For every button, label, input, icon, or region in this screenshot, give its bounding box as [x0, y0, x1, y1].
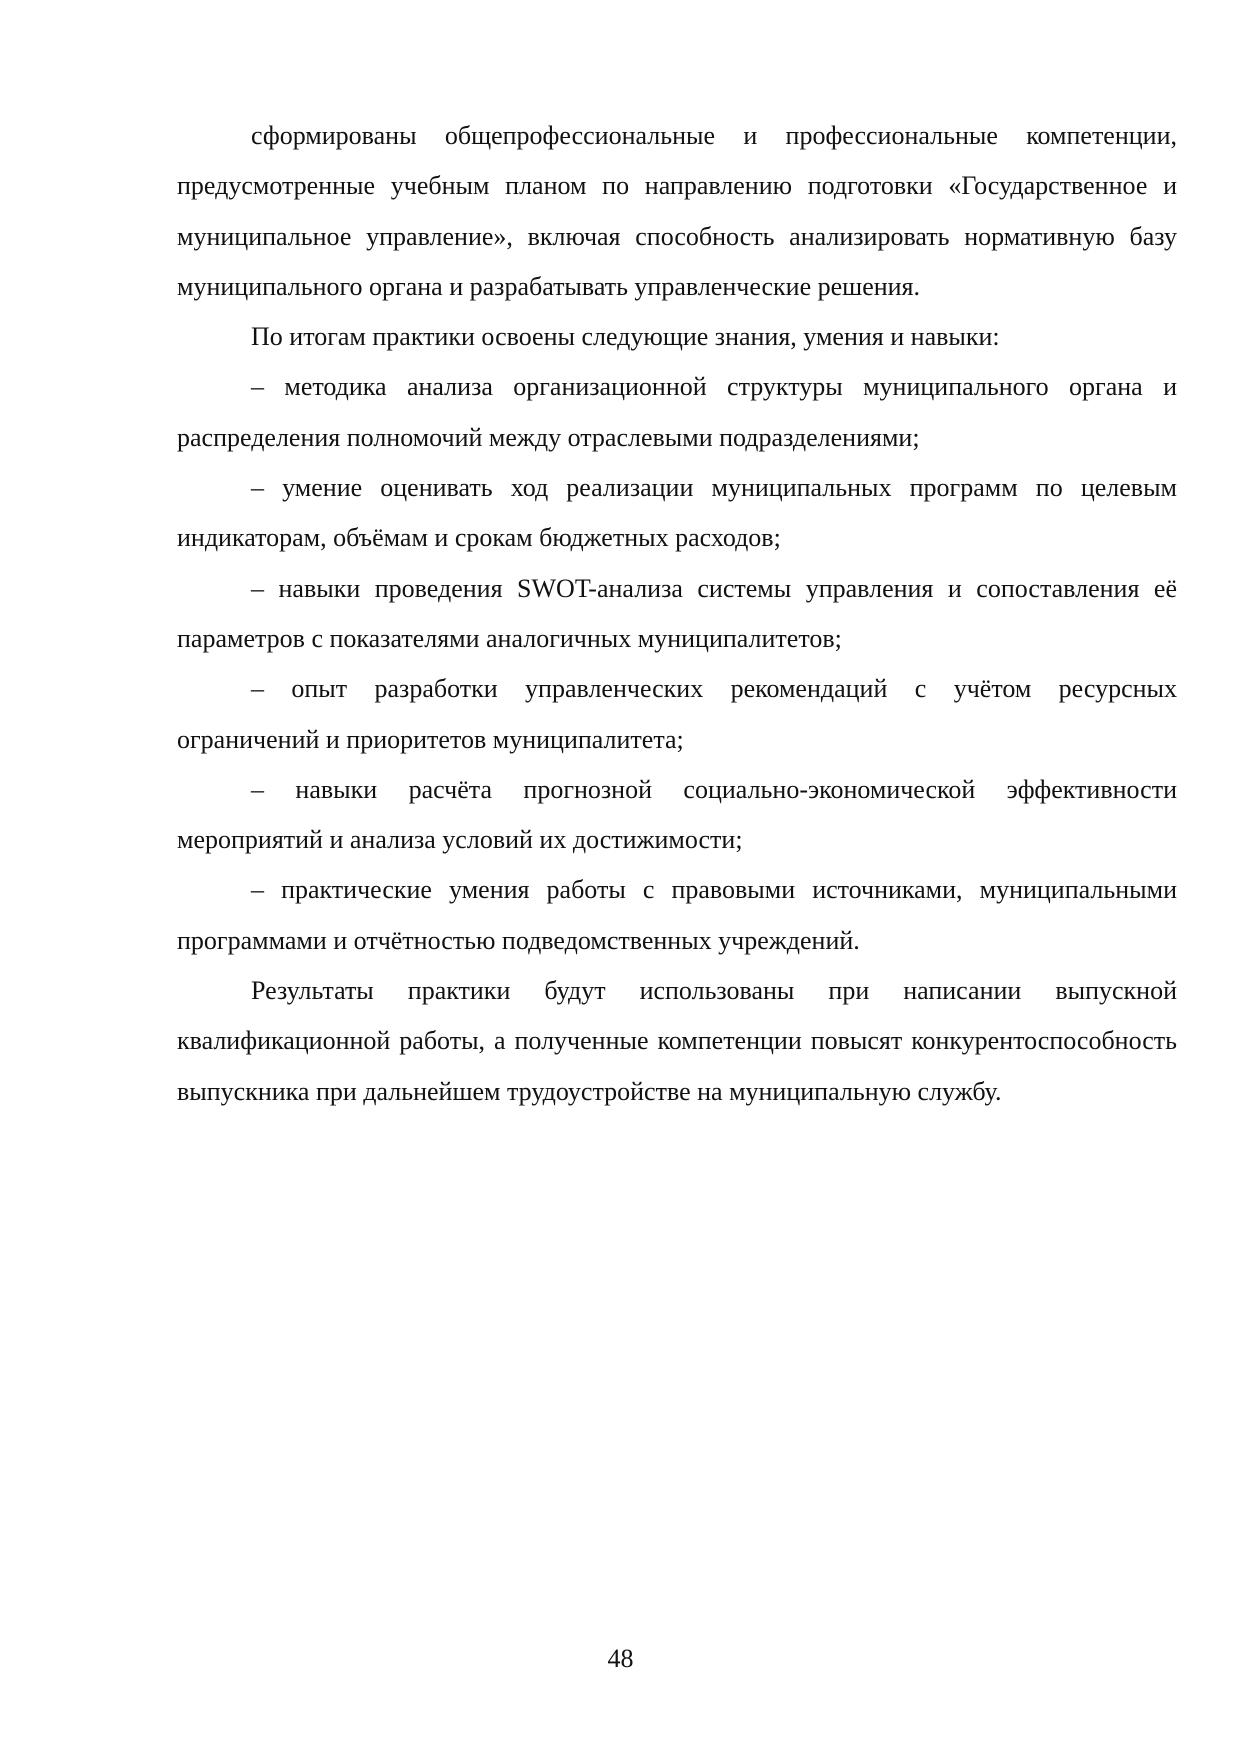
list-item-structure-analysis: – методика анализа организационной структуры муниципального органа и распределения полномочий между отраслевыми подразделениями; [177, 372, 1177, 452]
page-number: 48 [607, 1644, 634, 1673]
body-text [177, 111, 1177, 1117]
list-item-swot-analysis: – навыки проведения SWOT-анализа системы управления и сопоставления её параметров с показателями аналогичных муниципалитетов; [177, 573, 1177, 653]
paragraph-competencies: сформированы общепрофессиональные и профессиональные компетенции, предусмотренные учебным планом по направлению подготовки «Государственное и муниципальное управление», включая способность анализировать нормативную базу муниципального органа и разрабатывать управленческие решения. [177, 121, 1177, 301]
paragraph-conclusion: Результаты практики будут использованы при написании выпускной квалификационной работы, а полученные компетенции повысят конкурентоспособность выпускника при дальнейшем трудоустройстве на муниципальную службу. [177, 976, 1177, 1106]
paragraph-results-intro: По итогам практики освоены следующие знания, умения и навыки: [251, 322, 1000, 352]
list-item-efficiency-calculation: – навыки расчёта прогнозной социально-экономической эффективности мероприятий и анализа условий их достижимости; [177, 774, 1177, 855]
list-item-recommendations: – опыт разработки управленческих рекомендаций с учётом ресурсных ограничений и приоритетов муниципалитета; [177, 674, 1177, 754]
list-item-legal-sources: – практические умения работы с правовыми источниками, муниципальными программами и отчётностью подведомственных учреждений. [177, 875, 1177, 955]
list-item-program-evaluation: – умение оценивать ход реализации муниципальных программ по целевым индикаторам, объёмам и срокам бюджетных расходов; [177, 473, 1177, 553]
